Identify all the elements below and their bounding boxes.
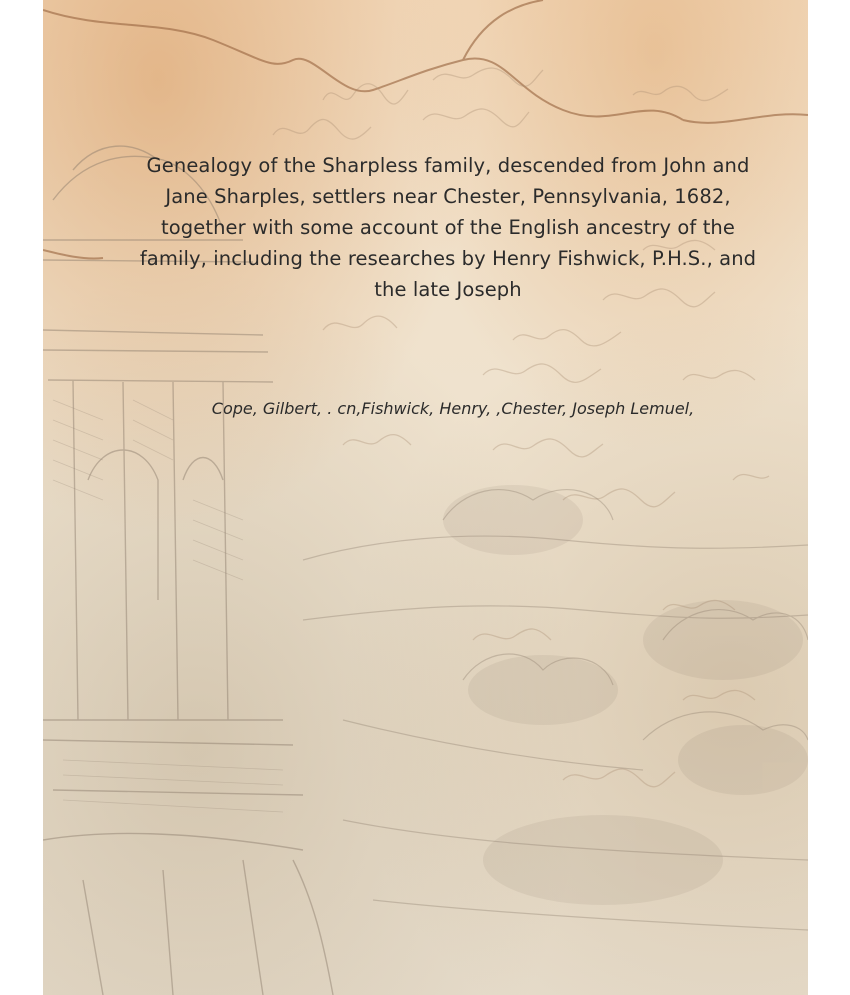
pavilion-hatching bbox=[53, 400, 283, 812]
book-cover bbox=[43, 0, 808, 995]
book-title: Genealogy of the Sharpless family, descended from John and Jane Sharples, settlers near Chester, Pennsylvania, 1682, together with some account of the English ancestry of the family, including the researches by Henry Fishwick, P.H.S., and the late Joseph bbox=[139, 154, 757, 301]
book-authors: Cope, Gilbert, . cn,Fishwick, Henry, ,Chester, Joseph Lemuel, bbox=[211, 399, 695, 418]
